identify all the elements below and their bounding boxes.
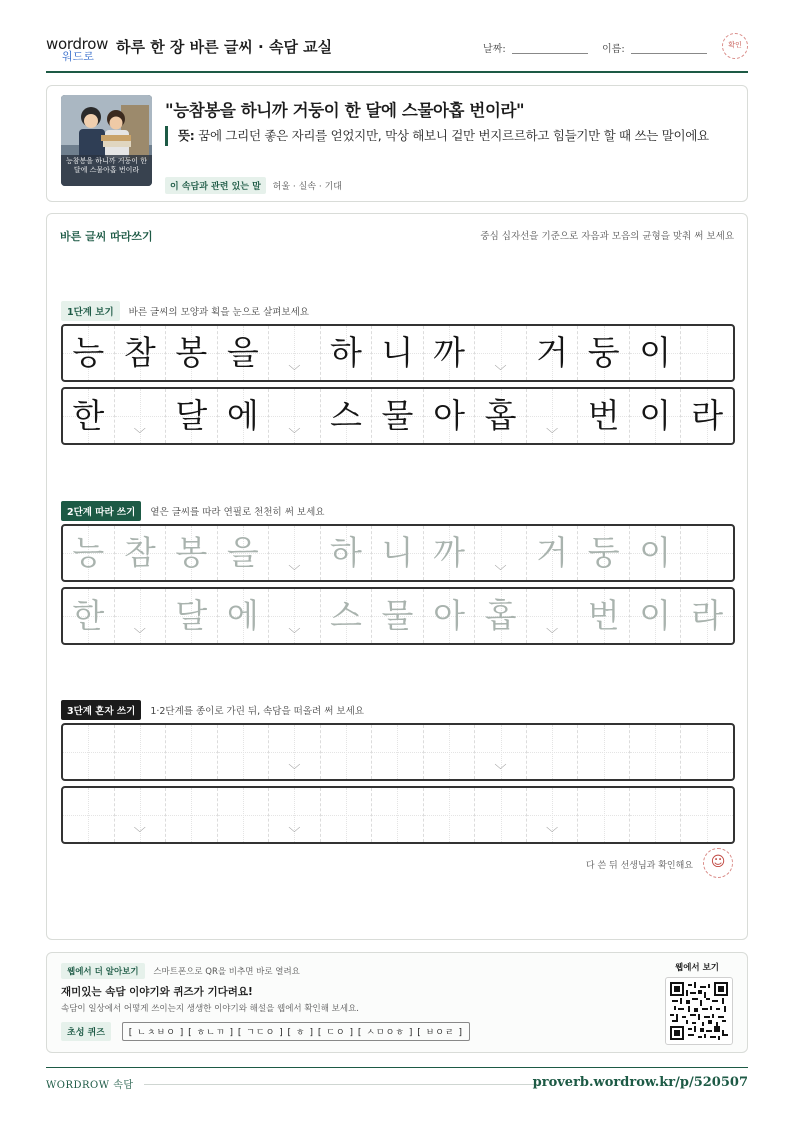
- grid-cell[interactable]: [372, 725, 424, 779]
- web-desc: 속담이 일상에서 어떻게 쓰이는지 생생한 이야기와 해설을 웹에서 확인해 보세요.: [61, 1004, 359, 1014]
- grid-cell: [115, 326, 167, 380]
- grid-cell: [372, 326, 424, 380]
- grid-cell[interactable]: [166, 788, 218, 842]
- trace-char: 니: [381, 533, 414, 572]
- trace-char: 번: [587, 596, 620, 635]
- step2-header: [61, 501, 324, 521]
- model-char: 거: [536, 333, 569, 372]
- grid-cell[interactable]: [269, 725, 321, 779]
- grid-cell[interactable]: [527, 526, 579, 580]
- trace-char: 라: [691, 596, 724, 635]
- grid-cell[interactable]: [166, 725, 218, 779]
- proverb-meaning: [165, 126, 733, 146]
- space-mark: ﹀: [288, 763, 301, 777]
- step3-row-2[interactable]: [61, 786, 735, 844]
- grid-cell[interactable]: [527, 788, 579, 842]
- grid-cell[interactable]: [630, 589, 682, 643]
- practice-title: 바른 글씨 따라쓰기: [60, 230, 153, 243]
- practice-panel: [46, 213, 748, 940]
- grid-cell: [218, 389, 270, 443]
- grid-cell[interactable]: [269, 589, 321, 643]
- space-mark: ﹀: [494, 364, 507, 378]
- trace-char: 참: [123, 533, 156, 572]
- space-mark: ﹀: [546, 627, 559, 641]
- space-mark: ﹀: [288, 564, 301, 578]
- grid-cell: [681, 326, 733, 380]
- grid-cell[interactable]: [527, 725, 579, 779]
- model-char: 능: [72, 333, 105, 372]
- web-tag-line: [61, 963, 300, 979]
- grid-cell: [424, 326, 476, 380]
- model-char: 이: [639, 396, 672, 435]
- grid-cell: [475, 389, 527, 443]
- qr-label: 웹에서 보기: [674, 963, 719, 973]
- model-char: 홉: [484, 396, 517, 435]
- space-mark: ﹀: [133, 427, 146, 441]
- web-section: [46, 952, 748, 1053]
- grid-cell[interactable]: [475, 526, 527, 580]
- trace-char: 에: [226, 596, 259, 635]
- grid-cell[interactable]: [321, 526, 373, 580]
- grid-cell[interactable]: [578, 788, 630, 842]
- space-mark: ﹀: [546, 427, 559, 441]
- grid-cell: [218, 326, 270, 380]
- space-mark: ﹀: [288, 364, 301, 378]
- trace-char: 물: [381, 596, 414, 635]
- grid-cell[interactable]: [166, 589, 218, 643]
- step2-badge: 2단계 따라 쓰기: [61, 501, 141, 521]
- grid-cell[interactable]: [475, 589, 527, 643]
- grid-cell[interactable]: [578, 589, 630, 643]
- grid-cell[interactable]: [424, 788, 476, 842]
- trace-char: 아: [433, 596, 465, 635]
- grid-cell[interactable]: [424, 725, 476, 779]
- check-note: 다 쓴 뒤 선생님과 확인해요: [585, 861, 693, 871]
- grid-cell[interactable]: [630, 526, 682, 580]
- model-char: 에: [226, 396, 259, 435]
- meaning-text: 꿈에 그리던 좋은 자리를 얻었지만, 막상 해보니 겉만 번지르르하고 힘들기만 할 때 쓰는 말이에요: [198, 128, 709, 143]
- qr-code[interactable]: [665, 977, 733, 1045]
- grid-cell[interactable]: [578, 725, 630, 779]
- space-mark: ﹀: [133, 627, 146, 641]
- grid-cell: [578, 326, 630, 380]
- logo-sub: 워드로: [62, 50, 94, 63]
- space-mark: ﹀: [494, 763, 507, 777]
- grid-cell[interactable]: [372, 589, 424, 643]
- thumbnail-caption: 능참봉을 하니까 거둥이 한 달에 스물아홉 번이라: [65, 157, 148, 174]
- grid-cell[interactable]: [578, 526, 630, 580]
- web-tag: 웹에서 더 알아보기: [61, 963, 145, 979]
- page-header: [46, 30, 748, 73]
- page-title: 하루 한 장 바른 글씨 · 속담 교실: [116, 38, 333, 56]
- page-footer: [46, 1067, 748, 1091]
- proverb-thumbnail: [61, 95, 152, 186]
- trace-char: 하: [330, 533, 362, 572]
- grid-cell[interactable]: [115, 725, 167, 779]
- name-label: 이름:: [602, 44, 625, 55]
- grid-cell[interactable]: [321, 788, 373, 842]
- model-char: 아: [433, 396, 465, 435]
- grid-cell[interactable]: [321, 725, 373, 779]
- teacher-stamp: ☺: [703, 848, 733, 878]
- name-field[interactable]: [602, 40, 707, 55]
- grid-cell: [681, 389, 733, 443]
- model-char: 라: [691, 396, 724, 435]
- grid-cell[interactable]: [630, 788, 682, 842]
- grid-cell[interactable]: [372, 788, 424, 842]
- step1-header: [61, 301, 309, 321]
- grid-cell: [166, 326, 218, 380]
- grid-cell[interactable]: [527, 589, 579, 643]
- web-tag-desc: 스마트폰으로 QR을 비추면 바로 열려요: [153, 967, 300, 977]
- related-label: 이 속담과 관련 있는 말: [165, 177, 266, 194]
- related-list: 허울 · 실속 · 기대: [272, 182, 342, 192]
- footer-url[interactable]: proverb.wordrow.kr/p/520507: [532, 1075, 748, 1090]
- step3-header: [61, 700, 364, 720]
- grid-cell: [63, 389, 115, 443]
- trace-char: 까: [433, 533, 465, 572]
- model-char: 하: [330, 333, 362, 372]
- footer-divider: [144, 1084, 538, 1085]
- space-mark: ﹀: [288, 826, 301, 840]
- grid-cell[interactable]: [630, 725, 682, 779]
- grid-cell: [424, 389, 476, 443]
- model-char: 봉: [175, 333, 208, 372]
- footer-brand: WORDROW 속담: [46, 1080, 134, 1091]
- grid-cell: [527, 326, 579, 380]
- grid-cell[interactable]: [218, 725, 270, 779]
- step1-row-1: [61, 324, 735, 382]
- grid-cell[interactable]: [372, 526, 424, 580]
- grid-cell[interactable]: [115, 526, 167, 580]
- space-mark: ﹀: [546, 826, 559, 840]
- grid-cell: [630, 326, 682, 380]
- model-char: 달: [175, 396, 208, 435]
- grid-cell[interactable]: [681, 526, 733, 580]
- trace-char: 이: [639, 596, 672, 635]
- grid-cell[interactable]: [115, 788, 167, 842]
- date-label: 날짜:: [483, 44, 506, 55]
- grid-cell: [269, 326, 321, 380]
- grid-cell[interactable]: [475, 788, 527, 842]
- trace-char: 홉: [484, 596, 517, 635]
- step2-row-2[interactable]: [61, 587, 735, 645]
- grid-cell: [115, 389, 167, 443]
- grid-cell[interactable]: [218, 526, 270, 580]
- space-mark: ﹀: [288, 627, 301, 641]
- grid-cell: [63, 326, 115, 380]
- trace-char: 달: [175, 596, 208, 635]
- related-words: [165, 177, 342, 194]
- grid-cell: [372, 389, 424, 443]
- grid-cell[interactable]: [63, 725, 115, 779]
- logo-main: wordrow: [46, 35, 109, 53]
- grid-cell[interactable]: [475, 725, 527, 779]
- grid-cell[interactable]: [269, 788, 321, 842]
- grid-cell[interactable]: [269, 526, 321, 580]
- step2-row-1[interactable]: [61, 524, 735, 582]
- model-char: 참: [123, 333, 156, 372]
- model-char: 물: [381, 396, 414, 435]
- quiz-label: 초성 퀴즈: [61, 1022, 111, 1041]
- step1-desc: 바른 글씨의 모양과 획을 눈으로 살펴보세요: [128, 307, 309, 318]
- model-char: 둥: [587, 333, 620, 372]
- trace-char: 거: [536, 533, 569, 572]
- grid-cell[interactable]: [424, 526, 476, 580]
- grid-cell[interactable]: [424, 589, 476, 643]
- grid-cell[interactable]: [218, 788, 270, 842]
- trace-char: 스: [330, 596, 362, 635]
- grid-cell: [630, 389, 682, 443]
- trace-char: 을: [226, 533, 259, 572]
- space-mark: ﹀: [494, 564, 507, 578]
- trace-char: 이: [639, 533, 672, 572]
- trace-char: 능: [72, 533, 105, 572]
- grid-cell[interactable]: [321, 589, 373, 643]
- grid-cell: [578, 389, 630, 443]
- trace-char: 봉: [175, 533, 208, 572]
- model-char: 까: [433, 333, 465, 372]
- grid-cell: [527, 389, 579, 443]
- grid-cell: [269, 389, 321, 443]
- model-char: 니: [381, 333, 414, 372]
- grid-cell: [321, 389, 373, 443]
- practice-hint: 중심 십자선을 기준으로 자음과 모음의 균형을 맞춰 써 보세요: [480, 231, 734, 242]
- step1-badge: 1단계 보기: [61, 301, 120, 321]
- step2-desc: 옅은 글씨를 따라 연필로 천천히 써 보세요: [150, 507, 325, 518]
- grid-cell[interactable]: [63, 788, 115, 842]
- confirm-stamp: 확인: [722, 33, 748, 59]
- step3-desc: 1·2단계를 종이로 가린 뒤, 속담을 떠올려 써 보세요: [150, 706, 364, 717]
- quiz-text: [ ㄴㅊㅂㅇ ] [ ㅎㄴㄲ ] [ ㄱㄷㅇ ] [ ㅎ ] [ ㄷㅇ ] [ ㅅㅁㅇㅎ ] [ ㅂㅇㄹ ]: [122, 1022, 470, 1041]
- web-headline: 재미있는 속담 이야기와 퀴즈가 기다려요!: [61, 986, 253, 998]
- model-char: 한: [72, 396, 105, 435]
- grid-cell[interactable]: [166, 526, 218, 580]
- grid-cell[interactable]: [681, 589, 733, 643]
- space-mark: ﹀: [133, 826, 146, 840]
- trace-char: 둥: [587, 533, 620, 572]
- trace-char: 한: [72, 596, 105, 635]
- grid-cell: [321, 326, 373, 380]
- chosung-quiz: [61, 1022, 470, 1041]
- grid-cell[interactable]: [218, 589, 270, 643]
- step1-row-2: [61, 387, 735, 445]
- proverb-card: [46, 85, 748, 202]
- grid-cell: [475, 326, 527, 380]
- model-char: 스: [330, 396, 362, 435]
- step3-badge: 3단계 혼자 쓰기: [61, 700, 141, 720]
- model-char: 번: [587, 396, 620, 435]
- model-char: 을: [226, 333, 259, 372]
- date-field[interactable]: [483, 40, 588, 55]
- grid-cell: [166, 389, 218, 443]
- grid-cell[interactable]: [63, 526, 115, 580]
- proverb-text: "능참봉을 하니까 거둥이 한 달에 스물아홉 번이라": [165, 101, 525, 120]
- grid-cell[interactable]: [681, 788, 733, 842]
- meaning-label: 뜻:: [178, 128, 195, 143]
- step3-row-1[interactable]: [61, 723, 735, 781]
- grid-cell[interactable]: [115, 589, 167, 643]
- space-mark: ﹀: [288, 427, 301, 441]
- grid-cell[interactable]: [681, 725, 733, 779]
- grid-cell[interactable]: [63, 589, 115, 643]
- logo: [46, 35, 109, 63]
- model-char: 이: [639, 333, 672, 372]
